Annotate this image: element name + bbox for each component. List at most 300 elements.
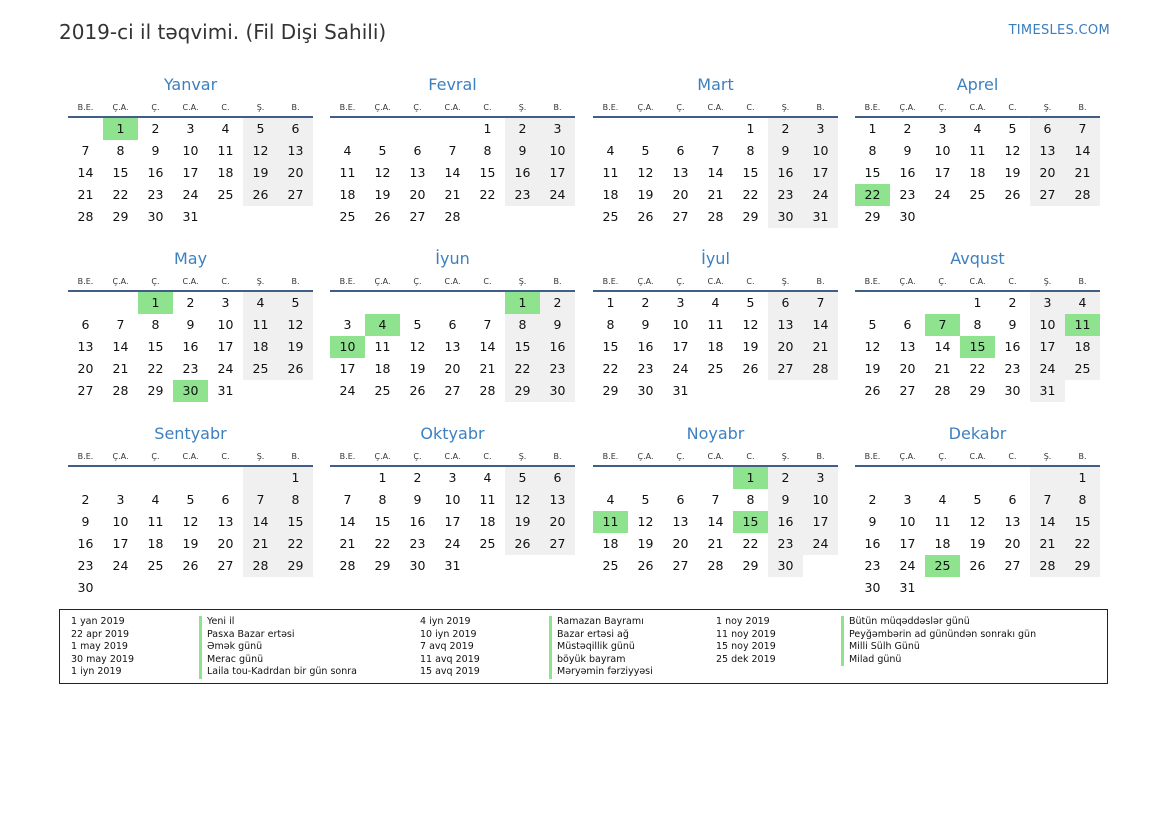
day-cell[interactable]: 2 (186, 295, 195, 310)
day-cell[interactable]: 1 (1065, 467, 1100, 489)
day-cell[interactable]: 30 (899, 209, 916, 224)
day-cell[interactable]: 22 (742, 187, 759, 202)
day-cell[interactable]: 31 (217, 383, 234, 398)
day-cell[interactable]: 24 (540, 184, 575, 206)
day-cell[interactable]: 21 (1030, 533, 1065, 555)
day-cell[interactable]: 29 (602, 383, 619, 398)
day-cell[interactable]: 3 (116, 492, 125, 507)
day-cell[interactable]: 1 (103, 118, 138, 140)
day-cell[interactable]: 3 (903, 492, 912, 507)
day-cell[interactable]: 4 (343, 143, 352, 158)
day-cell[interactable]: 12 (374, 165, 391, 180)
day-cell[interactable]: 8 (746, 492, 755, 507)
day-cell[interactable]: 13 (540, 489, 575, 511)
day-cell[interactable]: 16 (505, 162, 540, 184)
day-cell[interactable]: 10 (112, 514, 129, 529)
day-cell[interactable]: 1 (733, 467, 768, 489)
day-cell[interactable]: 25 (479, 536, 496, 551)
day-cell[interactable]: 8 (116, 143, 125, 158)
day-cell[interactable]: 29 (505, 380, 540, 402)
day-cell[interactable]: 1 (138, 292, 173, 314)
day-cell[interactable]: 12 (409, 339, 426, 354)
day-cell[interactable]: 1 (505, 292, 540, 314)
day-cell[interactable]: 27 (1004, 558, 1021, 573)
site-link[interactable]: TIMESLES.COM (1008, 23, 1110, 38)
day-cell[interactable]: 28 (1065, 184, 1100, 206)
day-cell[interactable]: 7 (116, 317, 125, 332)
day-cell[interactable]: 29 (864, 209, 881, 224)
day-cell[interactable]: 20 (77, 361, 94, 376)
day-cell[interactable]: 18 (1065, 336, 1100, 358)
day-cell[interactable]: 12 (505, 489, 540, 511)
day-cell[interactable]: 12 (1004, 143, 1021, 158)
day-cell[interactable]: 12 (864, 339, 881, 354)
day-cell[interactable]: 15 (1065, 511, 1100, 533)
day-cell[interactable]: 2 (540, 292, 575, 314)
day-cell[interactable]: 20 (899, 361, 916, 376)
day-cell[interactable]: 6 (903, 317, 912, 332)
day-cell[interactable]: 16 (409, 514, 426, 529)
day-cell[interactable]: 11 (969, 143, 986, 158)
day-cell[interactable]: 24 (934, 187, 951, 202)
day-cell[interactable]: 30 (409, 558, 426, 573)
day-cell[interactable]: 7 (243, 489, 278, 511)
day-cell[interactable]: 7 (1030, 489, 1065, 511)
day-cell[interactable]: 23 (899, 187, 916, 202)
day-cell[interactable]: 21 (444, 187, 461, 202)
day-cell[interactable]: 27 (278, 184, 313, 206)
day-cell[interactable]: 17 (803, 162, 838, 184)
day-cell[interactable]: 5 (641, 492, 650, 507)
day-cell[interactable]: 3 (676, 295, 685, 310)
day-cell[interactable]: 13 (672, 514, 689, 529)
day-cell[interactable]: 6 (413, 143, 422, 158)
day-cell[interactable]: 10 (934, 143, 951, 158)
day-cell[interactable]: 24 (182, 187, 199, 202)
day-cell[interactable]: 4 (1065, 292, 1100, 314)
day-cell[interactable]: 27 (899, 383, 916, 398)
day-cell[interactable]: 4 (151, 492, 160, 507)
day-cell[interactable]: 9 (81, 514, 90, 529)
day-cell[interactable]: 21 (339, 536, 356, 551)
day-cell[interactable]: 18 (707, 339, 724, 354)
day-cell[interactable]: 25 (243, 358, 278, 380)
day-cell[interactable]: 10 (540, 140, 575, 162)
day-cell[interactable]: 7 (81, 143, 90, 158)
day-cell[interactable]: 13 (444, 339, 461, 354)
day-cell[interactable]: 23 (864, 558, 881, 573)
day-cell[interactable]: 15 (960, 336, 995, 358)
day-cell[interactable]: 28 (803, 358, 838, 380)
day-cell[interactable]: 11 (707, 317, 724, 332)
day-cell[interactable]: 13 (899, 339, 916, 354)
day-cell[interactable]: 31 (444, 558, 461, 573)
day-cell[interactable]: 7 (803, 292, 838, 314)
day-cell[interactable]: 18 (339, 187, 356, 202)
day-cell[interactable]: 21 (934, 361, 951, 376)
day-cell[interactable]: 19 (374, 187, 391, 202)
day-cell[interactable]: 2 (641, 295, 650, 310)
day-cell[interactable]: 18 (374, 361, 391, 376)
day-cell[interactable]: 30 (637, 383, 654, 398)
day-cell[interactable]: 8 (278, 489, 313, 511)
day-cell[interactable]: 12 (278, 314, 313, 336)
day-cell[interactable]: 24 (672, 361, 689, 376)
day-cell[interactable]: 25 (707, 361, 724, 376)
day-cell[interactable]: 7 (448, 143, 457, 158)
day-cell[interactable]: 29 (969, 383, 986, 398)
day-cell[interactable]: 12 (637, 514, 654, 529)
day-cell[interactable]: 13 (217, 514, 234, 529)
day-cell[interactable]: 7 (343, 492, 352, 507)
day-cell[interactable]: 17 (112, 536, 129, 551)
day-cell[interactable]: 2 (413, 470, 422, 485)
day-cell[interactable]: 16 (768, 511, 803, 533)
day-cell[interactable]: 9 (868, 514, 877, 529)
day-cell[interactable]: 26 (969, 558, 986, 573)
day-cell[interactable]: 21 (803, 336, 838, 358)
day-cell[interactable]: 18 (602, 536, 619, 551)
day-cell[interactable]: 24 (803, 533, 838, 555)
day-cell[interactable]: 5 (278, 292, 313, 314)
day-cell[interactable]: 13 (278, 140, 313, 162)
day-cell[interactable]: 28 (77, 209, 94, 224)
day-cell[interactable]: 1 (606, 295, 615, 310)
day-cell[interactable]: 5 (378, 143, 387, 158)
day-cell[interactable]: 19 (505, 511, 540, 533)
day-cell[interactable]: 11 (339, 165, 356, 180)
day-cell[interactable]: 23 (77, 558, 94, 573)
day-cell[interactable]: 23 (540, 358, 575, 380)
day-cell[interactable]: 29 (742, 558, 759, 573)
day-cell[interactable]: 25 (925, 555, 960, 577)
day-cell[interactable]: 7 (711, 143, 720, 158)
day-cell[interactable]: 6 (278, 118, 313, 140)
day-cell[interactable]: 28 (707, 558, 724, 573)
day-cell[interactable]: 9 (540, 314, 575, 336)
day-cell[interactable]: 17 (899, 536, 916, 551)
day-cell[interactable]: 4 (365, 314, 400, 336)
day-cell[interactable]: 18 (969, 165, 986, 180)
day-cell[interactable]: 22 (147, 361, 164, 376)
day-cell[interactable]: 10 (217, 317, 234, 332)
day-cell[interactable]: 1 (973, 295, 982, 310)
day-cell[interactable]: 22 (112, 187, 129, 202)
day-cell[interactable]: 21 (707, 536, 724, 551)
day-cell[interactable]: 25 (217, 187, 234, 202)
day-cell[interactable]: 25 (339, 209, 356, 224)
day-cell[interactable]: 20 (409, 187, 426, 202)
day-cell[interactable]: 12 (742, 317, 759, 332)
day-cell[interactable]: 15 (278, 511, 313, 533)
day-cell[interactable]: 6 (540, 467, 575, 489)
day-cell[interactable]: 16 (637, 339, 654, 354)
day-cell[interactable]: 16 (864, 536, 881, 551)
day-cell[interactable]: 27 (77, 383, 94, 398)
day-cell[interactable]: 22 (374, 536, 391, 551)
day-cell[interactable]: 22 (479, 187, 496, 202)
day-cell[interactable]: 24 (899, 558, 916, 573)
day-cell[interactable]: 1 (278, 467, 313, 489)
day-cell[interactable]: 27 (672, 558, 689, 573)
day-cell[interactable]: 30 (540, 380, 575, 402)
day-cell[interactable]: 14 (77, 165, 94, 180)
day-cell[interactable]: 2 (505, 118, 540, 140)
day-cell[interactable]: 11 (243, 314, 278, 336)
day-cell[interactable]: 20 (278, 162, 313, 184)
day-cell[interactable]: 19 (1004, 165, 1021, 180)
day-cell[interactable]: 29 (278, 555, 313, 577)
day-cell[interactable]: 18 (479, 514, 496, 529)
day-cell[interactable]: 5 (641, 143, 650, 158)
day-cell[interactable]: 9 (505, 140, 540, 162)
day-cell[interactable]: 2 (768, 467, 803, 489)
day-cell[interactable]: 20 (672, 187, 689, 202)
day-cell[interactable]: 10 (899, 514, 916, 529)
day-cell[interactable]: 12 (637, 165, 654, 180)
day-cell[interactable]: 31 (1030, 380, 1065, 402)
day-cell[interactable]: 22 (278, 533, 313, 555)
day-cell[interactable]: 14 (934, 339, 951, 354)
day-cell[interactable]: 30 (77, 580, 94, 595)
day-cell[interactable]: 11 (934, 514, 951, 529)
day-cell[interactable]: 7 (1065, 118, 1100, 140)
day-cell[interactable]: 23 (1004, 361, 1021, 376)
day-cell[interactable]: 8 (151, 317, 160, 332)
day-cell[interactable]: 25 (147, 558, 164, 573)
day-cell[interactable]: 11 (374, 339, 391, 354)
day-cell[interactable]: 19 (182, 536, 199, 551)
day-cell[interactable]: 25 (374, 383, 391, 398)
day-cell[interactable]: 15 (479, 165, 496, 180)
day-cell[interactable]: 17 (672, 339, 689, 354)
day-cell[interactable]: 16 (768, 162, 803, 184)
day-cell[interactable]: 17 (934, 165, 951, 180)
day-cell[interactable]: 17 (339, 361, 356, 376)
day-cell[interactable]: 10 (330, 336, 365, 358)
day-cell[interactable]: 8 (606, 317, 615, 332)
day-cell[interactable]: 11 (1065, 314, 1100, 336)
day-cell[interactable]: 27 (540, 533, 575, 555)
day-cell[interactable]: 17 (1030, 336, 1065, 358)
day-cell[interactable]: 26 (864, 383, 881, 398)
day-cell[interactable]: 20 (444, 361, 461, 376)
day-cell[interactable]: 16 (77, 536, 94, 551)
day-cell[interactable]: 28 (112, 383, 129, 398)
day-cell[interactable]: 19 (969, 536, 986, 551)
day-cell[interactable]: 4 (243, 292, 278, 314)
day-cell[interactable]: 5 (746, 295, 755, 310)
day-cell[interactable]: 18 (602, 187, 619, 202)
day-cell[interactable]: 8 (505, 314, 540, 336)
day-cell[interactable]: 28 (339, 558, 356, 573)
day-cell[interactable]: 30 (1004, 383, 1021, 398)
day-cell[interactable]: 4 (221, 121, 230, 136)
day-cell[interactable]: 6 (1030, 118, 1065, 140)
day-cell[interactable]: 6 (1008, 492, 1017, 507)
day-cell[interactable]: 25 (602, 209, 619, 224)
day-cell[interactable]: 28 (444, 209, 461, 224)
day-cell[interactable]: 16 (182, 339, 199, 354)
day-cell[interactable]: 25 (1065, 358, 1100, 380)
day-cell[interactable]: 14 (707, 514, 724, 529)
day-cell[interactable]: 14 (1030, 511, 1065, 533)
day-cell[interactable]: 24 (339, 383, 356, 398)
day-cell[interactable]: 8 (868, 143, 877, 158)
day-cell[interactable]: 13 (768, 314, 803, 336)
day-cell[interactable]: 7 (483, 317, 492, 332)
day-cell[interactable]: 23 (505, 184, 540, 206)
day-cell[interactable]: 29 (374, 558, 391, 573)
day-cell[interactable]: 9 (903, 143, 912, 158)
day-cell[interactable]: 24 (1030, 358, 1065, 380)
day-cell[interactable]: 4 (973, 121, 982, 136)
day-cell[interactable]: 22 (969, 361, 986, 376)
day-cell[interactable]: 29 (742, 209, 759, 224)
day-cell[interactable]: 23 (768, 184, 803, 206)
day-cell[interactable]: 25 (602, 558, 619, 573)
day-cell[interactable]: 5 (505, 467, 540, 489)
day-cell[interactable]: 26 (637, 209, 654, 224)
day-cell[interactable]: 30 (864, 580, 881, 595)
day-cell[interactable]: 5 (186, 492, 195, 507)
day-cell[interactable]: 22 (602, 361, 619, 376)
day-cell[interactable]: 27 (217, 558, 234, 573)
day-cell[interactable]: 31 (899, 580, 916, 595)
day-cell[interactable]: 21 (1065, 162, 1100, 184)
day-cell[interactable]: 18 (217, 165, 234, 180)
day-cell[interactable]: 4 (938, 492, 947, 507)
day-cell[interactable]: 18 (147, 536, 164, 551)
day-cell[interactable]: 2 (768, 118, 803, 140)
day-cell[interactable]: 10 (803, 489, 838, 511)
day-cell[interactable]: 11 (217, 143, 234, 158)
day-cell[interactable]: 3 (540, 118, 575, 140)
day-cell[interactable]: 27 (768, 358, 803, 380)
day-cell[interactable]: 12 (243, 140, 278, 162)
day-cell[interactable]: 30 (768, 206, 803, 228)
day-cell[interactable]: 23 (637, 361, 654, 376)
day-cell[interactable]: 22 (505, 358, 540, 380)
day-cell[interactable]: 3 (803, 118, 838, 140)
day-cell[interactable]: 11 (593, 511, 628, 533)
day-cell[interactable]: 8 (483, 143, 492, 158)
day-cell[interactable]: 17 (803, 511, 838, 533)
day-cell[interactable]: 30 (768, 555, 803, 577)
day-cell[interactable]: 29 (112, 209, 129, 224)
day-cell[interactable]: 10 (1030, 314, 1065, 336)
day-cell[interactable]: 2 (1008, 295, 1017, 310)
day-cell[interactable]: 13 (1030, 140, 1065, 162)
day-cell[interactable]: 3 (803, 467, 838, 489)
day-cell[interactable]: 26 (637, 558, 654, 573)
day-cell[interactable]: 21 (243, 533, 278, 555)
day-cell[interactable]: 20 (672, 536, 689, 551)
day-cell[interactable]: 21 (112, 361, 129, 376)
day-cell[interactable]: 4 (483, 470, 492, 485)
day-cell[interactable]: 4 (606, 143, 615, 158)
day-cell[interactable]: 28 (934, 383, 951, 398)
day-cell[interactable]: 14 (444, 165, 461, 180)
day-cell[interactable]: 1 (868, 121, 877, 136)
day-cell[interactable]: 10 (444, 492, 461, 507)
day-cell[interactable]: 23 (768, 533, 803, 555)
day-cell[interactable]: 2 (151, 121, 160, 136)
day-cell[interactable]: 6 (81, 317, 90, 332)
day-cell[interactable]: 31 (182, 209, 199, 224)
day-cell[interactable]: 31 (672, 383, 689, 398)
day-cell[interactable]: 6 (221, 492, 230, 507)
day-cell[interactable]: 6 (676, 143, 685, 158)
day-cell[interactable]: 20 (540, 511, 575, 533)
day-cell[interactable]: 21 (77, 187, 94, 202)
day-cell[interactable]: 13 (77, 339, 94, 354)
day-cell[interactable]: 13 (409, 165, 426, 180)
day-cell[interactable]: 5 (868, 317, 877, 332)
day-cell[interactable]: 25 (969, 187, 986, 202)
day-cell[interactable]: 30 (147, 209, 164, 224)
day-cell[interactable]: 15 (112, 165, 129, 180)
day-cell[interactable]: 14 (479, 339, 496, 354)
day-cell[interactable]: 6 (676, 492, 685, 507)
day-cell[interactable]: 14 (112, 339, 129, 354)
day-cell[interactable]: 19 (864, 361, 881, 376)
day-cell[interactable]: 26 (1004, 187, 1021, 202)
day-cell[interactable]: 3 (343, 317, 352, 332)
day-cell[interactable]: 9 (768, 489, 803, 511)
day-cell[interactable]: 9 (151, 143, 160, 158)
day-cell[interactable]: 8 (746, 143, 755, 158)
day-cell[interactable]: 2 (81, 492, 90, 507)
day-cell[interactable]: 6 (768, 292, 803, 314)
day-cell[interactable]: 27 (1030, 184, 1065, 206)
day-cell[interactable]: 8 (378, 492, 387, 507)
day-cell[interactable]: 16 (899, 165, 916, 180)
day-cell[interactable]: 14 (1065, 140, 1100, 162)
day-cell[interactable]: 27 (444, 383, 461, 398)
day-cell[interactable]: 5 (973, 492, 982, 507)
day-cell[interactable]: 17 (182, 165, 199, 180)
day-cell[interactable]: 19 (742, 339, 759, 354)
day-cell[interactable]: 4 (606, 492, 615, 507)
day-cell[interactable]: 29 (147, 383, 164, 398)
day-cell[interactable]: 2 (903, 121, 912, 136)
day-cell[interactable]: 19 (637, 187, 654, 202)
day-cell[interactable]: 11 (602, 165, 619, 180)
day-cell[interactable]: 15 (742, 165, 759, 180)
day-cell[interactable]: 18 (934, 536, 951, 551)
day-cell[interactable]: 15 (602, 339, 619, 354)
day-cell[interactable]: 5 (413, 317, 422, 332)
day-cell[interactable]: 20 (217, 536, 234, 551)
day-cell[interactable]: 19 (278, 336, 313, 358)
day-cell[interactable]: 22 (1065, 533, 1100, 555)
day-cell[interactable]: 24 (112, 558, 129, 573)
day-cell[interactable]: 14 (707, 165, 724, 180)
day-cell[interactable]: 4 (711, 295, 720, 310)
day-cell[interactable]: 10 (182, 143, 199, 158)
day-cell[interactable]: 17 (444, 514, 461, 529)
day-cell[interactable]: 8 (973, 317, 982, 332)
day-cell[interactable]: 3 (448, 470, 457, 485)
day-cell[interactable]: 26 (182, 558, 199, 573)
day-cell[interactable]: 9 (413, 492, 422, 507)
day-cell[interactable]: 28 (707, 209, 724, 224)
day-cell[interactable]: 13 (1004, 514, 1021, 529)
day-cell[interactable]: 15 (147, 339, 164, 354)
day-cell[interactable]: 28 (243, 555, 278, 577)
day-cell[interactable]: 26 (374, 209, 391, 224)
